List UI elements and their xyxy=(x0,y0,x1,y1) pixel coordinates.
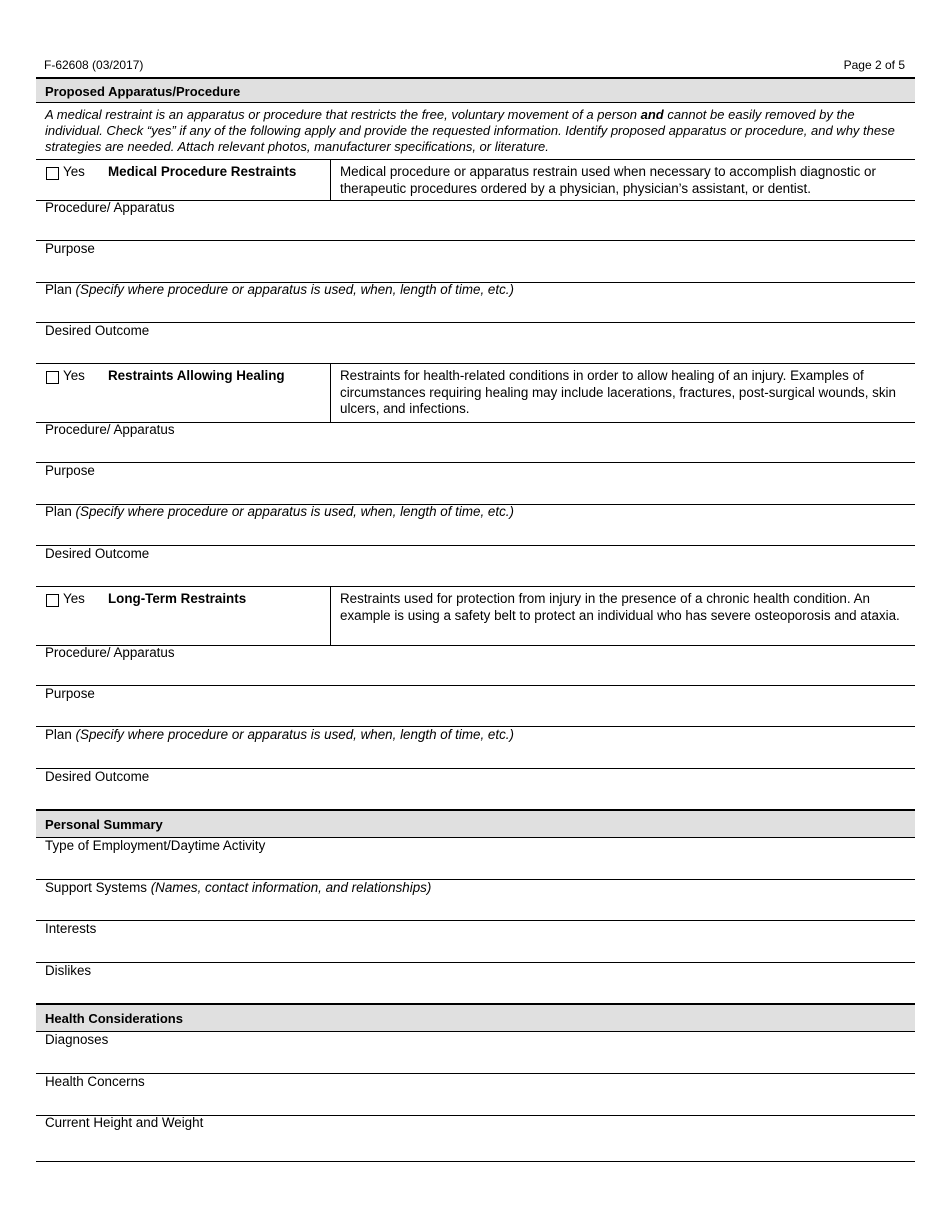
procedure-apparatus-field-3[interactable]: Procedure/ Apparatus xyxy=(36,645,915,686)
procedure-apparatus-field-2[interactable]: Procedure/ Apparatus xyxy=(36,422,915,463)
restraint-title: Restraints Allowing Healing xyxy=(108,368,285,383)
purpose-field-2[interactable]: Purpose xyxy=(36,463,915,505)
yes-checkbox-allowing-healing[interactable] xyxy=(46,371,59,384)
desired-outcome-field-1[interactable]: Desired Outcome xyxy=(36,323,915,364)
purpose-field-3[interactable]: Purpose xyxy=(36,686,915,727)
desired-outcome-field-3[interactable]: Desired Outcome xyxy=(36,769,915,810)
diagnoses-field[interactable]: Diagnoses xyxy=(36,1032,915,1074)
plan-field-2[interactable]: Plan (Specify where procedure or apparatus is used, when, length of time, etc.) xyxy=(36,504,915,546)
restraint-description: Medical procedure or apparatus restrain used when necessary to accomplish diagnostic or therapeutic procedures ordered by a physician, physician’s assistant, or dentist. xyxy=(340,164,876,196)
restraint-row-allowing-healing xyxy=(36,363,915,423)
intro-text: A medical restraint is an apparatus or procedure that restricts the free, voluntary movement of a person and cannot be easily removed by the individual. Check “yes” if any of the following apply and provide the requested information. Identify proposed apparatus or procedure, and why these strategies are needed. Attach relevant photos, manufacturer specifications, or literature. xyxy=(45,107,895,154)
restraint-title: Medical Procedure Restraints xyxy=(108,164,297,179)
page-number: Page 2 of 5 xyxy=(843,58,905,72)
restraint-title: Long-Term Restraints xyxy=(108,591,247,606)
procedure-apparatus-field-1[interactable]: Procedure/ Apparatus xyxy=(36,200,915,241)
plan-field-1[interactable]: Plan (Specify where procedure or apparatus is used, when, length of time, etc.) xyxy=(36,282,915,323)
restraint-row-medical-procedure xyxy=(36,159,915,201)
interests-field[interactable]: Interests xyxy=(36,921,915,963)
plan-field-3[interactable]: Plan (Specify where procedure or apparatus is used, when, length of time, etc.) xyxy=(36,727,915,769)
section-health-considerations: Health Considerations xyxy=(36,1003,915,1032)
health-concerns-field[interactable]: Health Concerns xyxy=(36,1074,915,1116)
yes-checkbox-long-term[interactable] xyxy=(46,594,59,607)
support-systems-field[interactable]: Support Systems (Names, contact information, and relationships) xyxy=(36,880,915,921)
yes-checkbox-medical-procedure[interactable] xyxy=(46,167,59,180)
desired-outcome-field-2[interactable]: Desired Outcome xyxy=(36,546,915,587)
section-personal-summary: Personal Summary xyxy=(36,809,915,838)
page-header xyxy=(44,58,905,72)
dislikes-field[interactable]: Dislikes xyxy=(36,963,915,1004)
yes-label: Yes xyxy=(63,368,85,383)
restraint-description: Restraints for health-related conditions in order to allow healing of an injury. Examples of circumstances requiring healing may include lacerations, fractures, post-surgical wounds, skin ulcers, and infections. xyxy=(340,368,896,416)
restraint-description: Restraints used for protection from injury in the presence of a chronic health condition. An example is using a safety belt to protect an individual who has severe osteoporosis and ataxia. xyxy=(340,591,900,623)
yes-label: Yes xyxy=(63,591,85,606)
restraint-row-long-term xyxy=(36,586,915,646)
form-id: F-62608 (03/2017) xyxy=(44,58,144,72)
yes-label: Yes xyxy=(63,164,85,179)
section-proposed-apparatus: Proposed Apparatus/Procedure xyxy=(36,77,915,103)
height-weight-field[interactable]: Current Height and Weight xyxy=(36,1115,915,1162)
employment-field[interactable]: Type of Employment/Daytime Activity xyxy=(36,838,915,880)
purpose-field-1[interactable]: Purpose xyxy=(36,241,915,283)
